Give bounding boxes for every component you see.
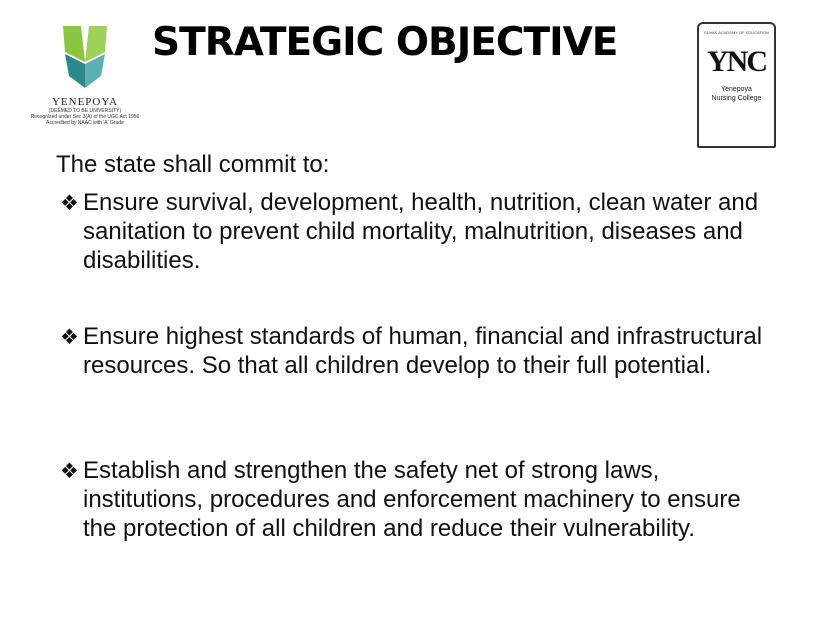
bullet-text: Ensure survival, development, health, nutrition, clean water and sanitation to prevent child mortality, malnutrition, diseases and disabilities.: [83, 189, 759, 274]
diamond-bullet-icon: ❖: [60, 460, 79, 483]
logo-subtitle-3: Accredited by NAAC with 'A' Grade: [46, 120, 124, 126]
page-title: STRATEGIC OBJECTIVE: [152, 20, 618, 65]
logo-name-line-2: Nursing College: [711, 95, 762, 102]
bullet-item: [60, 322, 780, 380]
nursing-college-logo: [697, 22, 776, 148]
bullet-item: [60, 456, 780, 543]
bullet-text: Ensure highest standards of human, financial and infrastructural resources. So that all children develop to their full potential.: [83, 323, 763, 379]
diamond-bullet-icon: ❖: [60, 192, 79, 215]
diamond-bullet-icon: ❖: [60, 326, 79, 349]
logo-subtitle-2: Recognized under Sec 3(A) of the UGC Act 1956: [30, 114, 140, 120]
logo-subtitle-1: (DEEMED TO BE UNIVERSITY): [48, 108, 122, 114]
logo-top-text: SUVAS ACADEMY OF EDUCATION: [704, 30, 769, 35]
logo-brand-name: YENEPOYA: [51, 96, 119, 108]
logo-name-line-1: Yenepoya: [721, 86, 752, 93]
bullet-text: Establish and strengthen the safety net of strong laws, institutions, procedures and enforcement machinery to ensure the protection of all children and reduce their vulnerability.: [83, 457, 741, 542]
bullet-item: [60, 188, 780, 275]
shield-icon: [55, 22, 115, 92]
intro-text: The state shall commit to:: [56, 151, 330, 178]
yenepoya-university-logo: [26, 22, 144, 150]
logo-monogram: YNC: [707, 45, 766, 78]
